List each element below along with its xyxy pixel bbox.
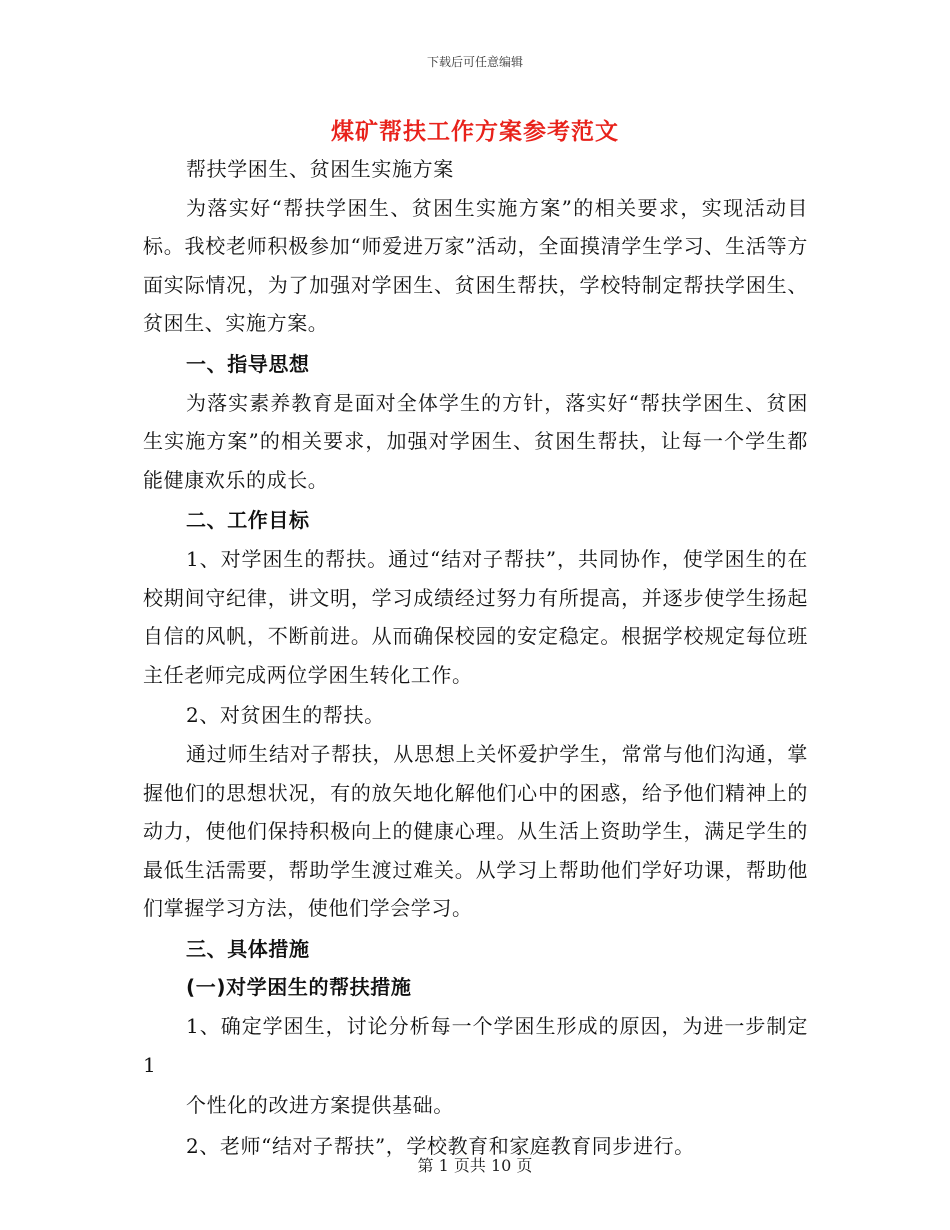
document-title: 煤矿帮扶工作方案参考范文 [331, 119, 619, 145]
section-heading-guiding-thought: 一、指导思想 [186, 351, 310, 376]
section-heading-work-goals: 二、工作目标 [186, 508, 310, 533]
paragraph-goal-2-title: 2、对贫困生的帮扶。 [186, 703, 385, 728]
paragraph-measure-2: 2、老师“结对子帮扶”，学校教育和家庭教育同步进行。 [186, 1133, 695, 1158]
page-header-note: 下载后可任意编辑 [426, 55, 523, 69]
subsection-heading-measures-1: (一)对学困生的帮扶措施 [186, 975, 412, 1000]
paragraph-measure-1: 1、确定学困生，讨论分析每一个学困生形成的原因，为进一步制定1 [143, 1014, 808, 1077]
paragraph-intro: 为落实好“帮扶学困生、贫困生实施方案”的相关要求，实现活动目标。我校老师积极参加“师爱进万家”活动，全面摸清学生学习、生活等方面实际情况，为了加强对学困生、贫困生帮扶，学校特制定帮扶学困生、贫困生、实施方案。 [143, 195, 808, 336]
paragraph-subtitle: 帮扶学困生、贫困生实施方案 [186, 157, 454, 181]
page-footer-pagination: 第 1 页共 10 页 [417, 1156, 533, 1175]
document-body [143, 150, 808, 1165]
paragraph-guiding-thought: 为落实素养教育是面对全体学生的方针，落实好“帮扶学困生、贫困生实施方案”的相关要求，加强对学困生、贫困生帮扶，让每一个学生都能健康欢乐的成长。 [143, 390, 808, 492]
section-heading-measures: 三、具体措施 [186, 936, 310, 961]
paragraph-goal-2-body: 通过师生结对子帮扶，从思想上关怀爱护学生，常常与他们沟通，掌握他们的思想状况，有的放矢地化解他们心中的困惑，给予他们精神上的动力，使他们保持积极向上的健康心理。从生活上资助学生，满足学生的最低生活需要，帮助学生渡过难关。从学习上帮助他们学好功课，帮助他们掌握学习方法，使他们学会学习。 [143, 741, 808, 921]
paragraph-goal-1: 1、对学困生的帮扶。通过“结对子帮扶”，共同协作，使学困生的在校期间守纪律，讲文明，学习成绩经过努力有所提高，并逐步使学生扬起自信的风帆，不断前进。从而确保校园的安定稳定。根据学校规定每位班主任老师完成两位学困生转化工作。 [143, 546, 808, 687]
paragraph-measure-1-continued: 个性化的改进方案提供基础。 [186, 1093, 454, 1118]
